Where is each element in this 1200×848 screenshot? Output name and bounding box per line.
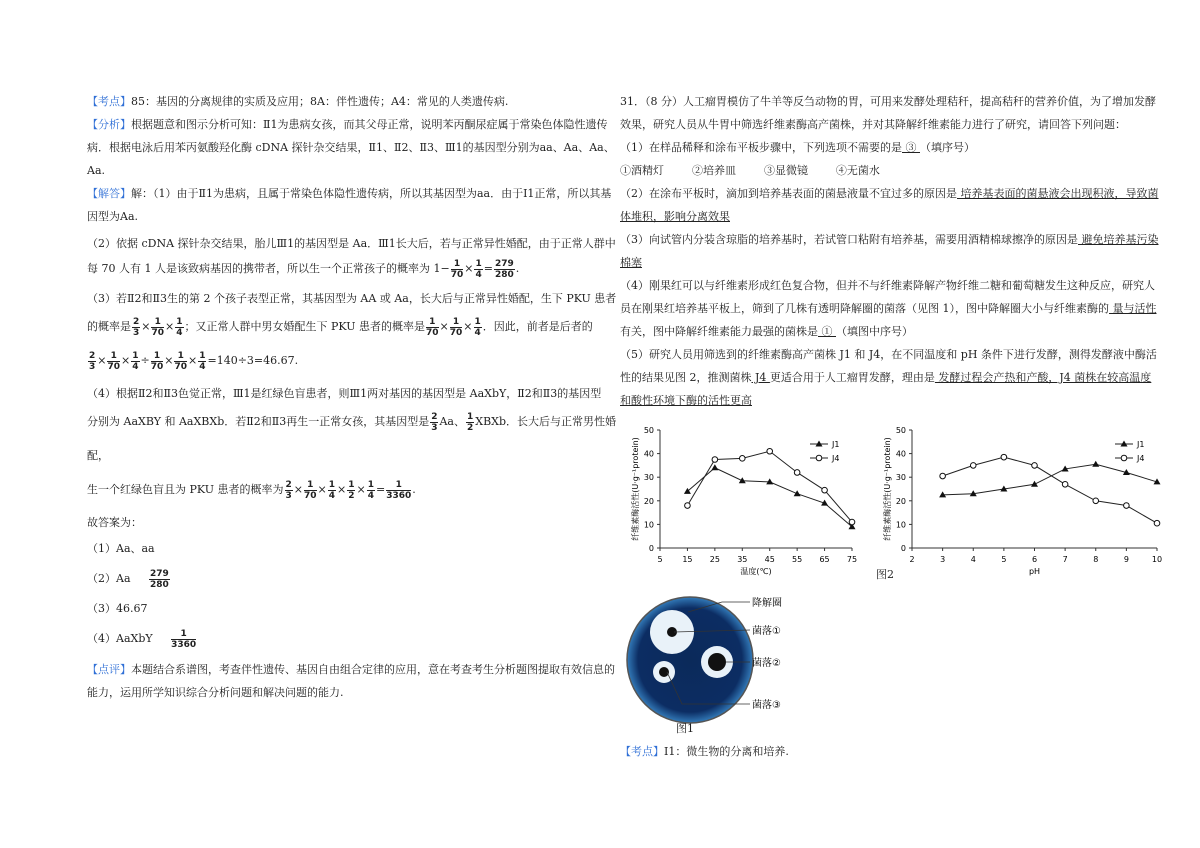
y-tick-label: 40: [895, 449, 906, 459]
figure-2-caption: 图2: [876, 568, 894, 581]
x-axis-label: 温度(℃): [740, 567, 772, 576]
series-line-J1: [687, 468, 852, 527]
point-J1: [739, 477, 746, 483]
x-tick-label: 4: [970, 555, 976, 564]
x-tick-label: 10: [1151, 555, 1163, 564]
colony-3: [659, 667, 669, 677]
para-3b: 的概率是 $\frac{2}{3}$ × $\frac{1}{70}$ × $\frac{1}{4}$ ；又正常人群中男女婚配生下 PKU 患者的概率是 $\frac{1}{70}$ × $\frac{1}{70}$ × $\frac{1}{4}$ ．因此，前者是后者的: [87, 316, 593, 338]
x-tick-label: 6: [1031, 555, 1038, 564]
x-tick-label: 5: [657, 555, 663, 564]
para-2b-end: .: [515, 262, 520, 275]
para-4b: [87, 405, 617, 473]
answer-4: [87, 624, 617, 654]
q1-answer: ③: [902, 141, 920, 154]
answer-2: [87, 564, 617, 594]
y-tick-label: 50: [643, 426, 654, 435]
legend-marker-J4: [816, 455, 822, 461]
point-J4: [739, 456, 745, 462]
right-column: [620, 90, 1160, 412]
frac-1-4: $\frac{1}{4}$: [132, 350, 139, 372]
label-colony-1: 菌落①: [752, 626, 781, 637]
y-tick-label: 40: [643, 449, 654, 459]
point-J4: [1154, 520, 1160, 526]
q5-text: （5）研究人员用筛选到的纤维素酶高产菌株 J1 和 J4，在不同温度和 pH 条件下进行发酵，测得发酵液中酶活性的结果见图 2，推测菌株: [620, 348, 1157, 384]
x-tick-label: 25: [709, 555, 720, 564]
kaodian-right-text: I1：微生物的分离和培养.: [664, 745, 789, 758]
frac-1-70: $\frac{1}{70}$: [150, 350, 164, 372]
jieda-section: [87, 182, 617, 228]
para-4b-3: XBXb．长大后与正常男性婚配，: [87, 415, 617, 462]
q4: [620, 274, 1160, 343]
point-J1: [1092, 461, 1099, 467]
point-J4: [685, 503, 691, 509]
series-line-J4: [687, 451, 852, 522]
kaodian-text: 85：基因的分离规律的实质及应用；8A：伴性遗传；A4：常见的人类遗传病.: [131, 95, 509, 108]
answer-heading: 故答案为：: [87, 516, 142, 529]
para-2a: （2）依据 cDNA 探针杂交结果，胎儿Ⅲ1的基因型是 Aa．Ⅲ1长大后，若与正常异性婚配，由于正常人群中: [87, 237, 616, 250]
x-tick-label: 7: [1062, 555, 1068, 564]
q5-answer-1: J4: [751, 371, 770, 384]
legend-label-J1: J1: [832, 440, 840, 449]
y-axis-label: 纤维素酶活性(U·g⁻¹protein): [631, 437, 640, 541]
jieda-p1: 解：（1）由于Ⅱ1为患病，且属于常染色体隐性遗传病，所以其基因型为aa．由于Ⅰ1正常，所以其基因型为Aa.: [87, 187, 612, 223]
para-4c-end: .: [412, 483, 416, 496]
frac-1-4: $\frac{1}{4}$: [199, 350, 206, 372]
frac-2-3: $\frac{2}{3}$: [285, 479, 292, 501]
q1-options: ①酒精灯 ②培养皿 ③显微镜 ④无菌水: [620, 164, 880, 177]
frac-1-70: $\frac{1}{70}$: [107, 350, 121, 372]
kaodian-right-tag: 【考点】: [620, 745, 664, 758]
label-halo: 降解圈: [752, 598, 782, 609]
y-tick-label: 20: [895, 496, 906, 506]
fenxi-section: [87, 113, 617, 182]
y-tick-label: 20: [643, 496, 654, 506]
q4-answer-1: 量与活性: [1109, 302, 1157, 315]
chart-1: [630, 426, 857, 576]
left-column: [87, 90, 617, 704]
frac-279-280: $\frac{279}{280}$: [150, 568, 169, 590]
x-tick-label: 65: [819, 555, 830, 564]
frac-1-2: $\frac{1}{2}$: [467, 411, 474, 433]
chart-2: [882, 426, 1162, 576]
para-3c: $\frac{2}{3}$ × $\frac{1}{70}$ × $\frac{1}{4}$ ÷ $\frac{1}{70}$ × $\frac{1}{70}$ × $\frac{1}{4}$ =140÷3=46.67.: [89, 350, 299, 372]
q1-text: （1）在样品稀释和涂布平板步骤中，下列选项不需要的是: [620, 141, 902, 154]
frac-1-70: $\frac{1}{70}$: [303, 479, 317, 501]
y-tick-label: 50: [895, 426, 906, 435]
answer-2-text: （2）Aa: [87, 572, 131, 585]
kaodian-tag: 【考点】: [87, 95, 131, 108]
dianping-text: 本题结合系谱图，考查伴性遗传、基因自由组合定律的应用，意在考查考生分析题图提取有效信息的能力，运用所学知识综合分析问题和解决问题的能力.: [87, 663, 615, 699]
para-3b-3: ．因此，前者是后者的: [482, 320, 593, 333]
x-axis-label: pH: [1028, 567, 1041, 576]
q4-mid: 有关，图中降解纤维素能力最强的菌株是: [620, 325, 818, 338]
frac-1-70: $\frac{1}{70}$: [151, 316, 165, 338]
frac-1-3360: $\frac{1}{3360}$: [171, 628, 197, 650]
legend-marker-J4: [1121, 455, 1127, 461]
para-2b-text: 每 70 人有 1 人是该致病基因的携带者，所以生一个正常孩子的概率为 1−: [87, 262, 450, 275]
frac-2-3: $\frac{2}{3}$: [431, 411, 438, 433]
point-J4: [712, 457, 718, 463]
x-tick-label: 45: [764, 555, 775, 564]
x-tick-label: 55: [792, 555, 803, 564]
frac-1-2: $\frac{1}{2}$: [348, 479, 355, 501]
q2: [620, 182, 1160, 228]
kaodian-right: [620, 740, 789, 763]
point-J4: [822, 487, 828, 493]
figure-1-caption: 图1: [676, 722, 694, 735]
y-tick-label: 10: [643, 520, 654, 530]
q1: [620, 136, 1160, 159]
para-3b-1: 的概率是: [87, 320, 131, 333]
para-3b-2: ；又正常人群中男女婚配生下 PKU 患者的概率是: [184, 320, 425, 333]
dianping-section: [87, 658, 617, 704]
q3: [620, 228, 1160, 274]
y-tick-label: 30: [895, 473, 906, 483]
point-J4: [1093, 498, 1099, 504]
q4-text: （4）刚果红可以与纤维素形成红色复合物，但并不与纤维素降解产物纤维二糖和葡萄糖发生这种反应，研究人员在刚果红培养基平板上，筛到了几株有透明降解圈的菌落（见图 1），图中降解圈大小与纤维素酶的: [620, 279, 1155, 315]
label-colony-2: 菌落②: [752, 658, 781, 669]
frac-1-70: $\frac{1}{70}$: [449, 316, 463, 338]
frac-1-4: $\frac{1}{4}$: [475, 258, 482, 280]
y-tick-label: 30: [643, 473, 654, 483]
point-J4: [1124, 503, 1130, 509]
q2-answer: 培养基表面的菌悬液会出现积液，导致菌体堆积，影响分离效果: [620, 187, 1159, 223]
point-J4: [849, 519, 855, 525]
q5-answer-2: 发酵过程会产热和产酸，J4 菌株在较高温度和酸性环境下酶的活性更高: [620, 371, 1152, 407]
para-4a: （4）根据Ⅱ2和Ⅱ3色觉正常，Ⅲ1是红绿色盲患者，则Ⅲ1两对基因的基因型是 AaXbY，Ⅱ2和Ⅱ3的基因型: [87, 387, 602, 400]
x-tick-label: 15: [682, 555, 693, 564]
q3-answer: 避免培养基污染棉塞: [620, 233, 1159, 269]
fenxi-tag: 【分析】: [87, 118, 131, 131]
frac-2-3: $\frac{2}{3}$: [89, 350, 96, 372]
point-J4: [794, 470, 800, 476]
x-tick-label: 3: [940, 555, 946, 564]
x-tick-label: 5: [1001, 555, 1007, 564]
legend-label-J1: J1: [1137, 440, 1145, 449]
frac-1-70: $\frac{1}{70}$: [426, 316, 439, 338]
point-J4: [767, 448, 773, 454]
frac-1-4: $\frac{1}{4}$: [328, 479, 335, 501]
figure-1-petri-dish: [622, 592, 832, 732]
point-J4: [1062, 481, 1068, 487]
para-4c-1: 生一个红绿色盲且为 PKU 患者的概率为: [87, 483, 284, 496]
point-J4: [1001, 454, 1007, 460]
dianping-tag: 【点评】: [87, 663, 131, 676]
para-3a: （3）若Ⅱ2和Ⅱ3生的第 2 个孩子表型正常，其基因型为 AA 或 Aa，长大后与正常异性婚配，生下 PKU 患者: [87, 292, 617, 305]
point-J1: [794, 490, 801, 496]
para-3c-end: =140÷3=46.67.: [207, 354, 299, 367]
x-tick-label: 9: [1123, 555, 1129, 564]
para-4c: 生一个红绿色盲且为 PKU 患者的概率为 $\frac{2}{3}$ × $\frac{1}{70}$ × $\frac{1}{4}$ × $\frac{1}{2}$ × $\frac{1}{4}$ = $\frac{1}{3360}$ .: [87, 479, 416, 501]
q1-tail: （填序号）: [920, 141, 975, 154]
q2-text: （2）在涂布平板时，滴加到培养基表面的菌悬液量不宜过多的原因是: [620, 187, 957, 200]
x-tick-label: 8: [1093, 555, 1099, 564]
q5: [620, 343, 1160, 412]
y-axis-label: 纤维素酶活性(U·g⁻¹protein): [883, 437, 892, 541]
x-tick-label: 35: [737, 555, 748, 564]
q3-text: （3）向试管内分装含琼脂的培养基时，若试管口粘附有培养基，需要用酒精棉球擦净的原因是: [620, 233, 1078, 246]
frac-2-3: $\frac{2}{3}$: [133, 316, 140, 338]
q5-mid: 更适合用于人工瘤胃发酵，理由是: [769, 371, 935, 384]
q4-tail: （填图中序号）: [836, 325, 913, 338]
legend-label-J4: J4: [1137, 454, 1145, 463]
q4-answer-2: ①: [818, 325, 836, 338]
frac-1-4: $\frac{1}{4}$: [176, 316, 183, 338]
frac-1-70: $\frac{1}{70}$: [450, 258, 464, 280]
frac-279-280: $\frac{279}{280}$: [494, 258, 514, 280]
frac-1-4: $\frac{1}{4}$: [367, 479, 374, 501]
point-J4: [940, 473, 946, 479]
point-J1: [711, 464, 718, 470]
answer-4-text: （4）AaXbY: [87, 632, 153, 645]
point-J4: [1032, 463, 1038, 469]
y-tick-label: 0: [648, 544, 654, 553]
x-tick-label: 75: [846, 555, 858, 564]
y-tick-label: 0: [900, 544, 906, 553]
fenxi-text: 根据题意和图示分析可知：Ⅱ1为患病女孩，而其父母正常，说明苯丙酮尿症属于常染色体隐性遗传病．根据电泳后用苯丙氨酸羟化酶 cDNA 探针杂交结果，Ⅱ1、Ⅱ2、Ⅱ3、Ⅲ1的基因型分别为aa、Aa、Aa、Aa.: [87, 118, 615, 177]
colony-2: [708, 653, 726, 671]
answer-3: （3）46.67: [87, 602, 148, 615]
figure-2-charts: [620, 418, 1180, 588]
para-2b: 每 70 人有 1 人是该致病基因的携带者，所以生一个正常孩子的概率为 1− $\frac{1}{70}$ × $\frac{1}{4}$ = $\frac{279}{280}$ .: [87, 258, 520, 280]
frac-1-3360: $\frac{1}{3360}$: [386, 479, 412, 501]
para-4b-1: 分别为 AaXBY 和 AaXBXb．若Ⅱ2和Ⅱ3再生一正常女孩，其基因型是: [87, 415, 430, 428]
series-line-J1: [943, 464, 1157, 495]
kaodian-section: [87, 90, 617, 113]
answer-1: （1）Aa、aa: [87, 542, 155, 555]
frac-1-70: $\frac{1}{70}$: [174, 350, 187, 372]
question-31-intro: 31．（8 分）人工瘤胃模仿了牛羊等反刍动物的胃，可用来发酵处理秸秆，提高秸秆的营养价值，为了增加发酵效果，研究人员从牛胃中筛选纤维素酶高产菌株，并对其降解纤维素能力进行了研究，请回答下列问题：: [620, 95, 1156, 131]
x-tick-label: 2: [909, 555, 915, 564]
point-J4: [970, 463, 976, 469]
legend-label-J4: J4: [832, 454, 840, 463]
para-4b-2: Aa、: [439, 415, 465, 428]
jieda-tag: 【解答】: [87, 187, 131, 200]
point-J1: [1031, 481, 1038, 487]
frac-1-4: $\frac{1}{4}$: [474, 316, 481, 338]
y-tick-label: 10: [895, 520, 906, 530]
label-colony-3: 菌落③: [752, 700, 781, 711]
